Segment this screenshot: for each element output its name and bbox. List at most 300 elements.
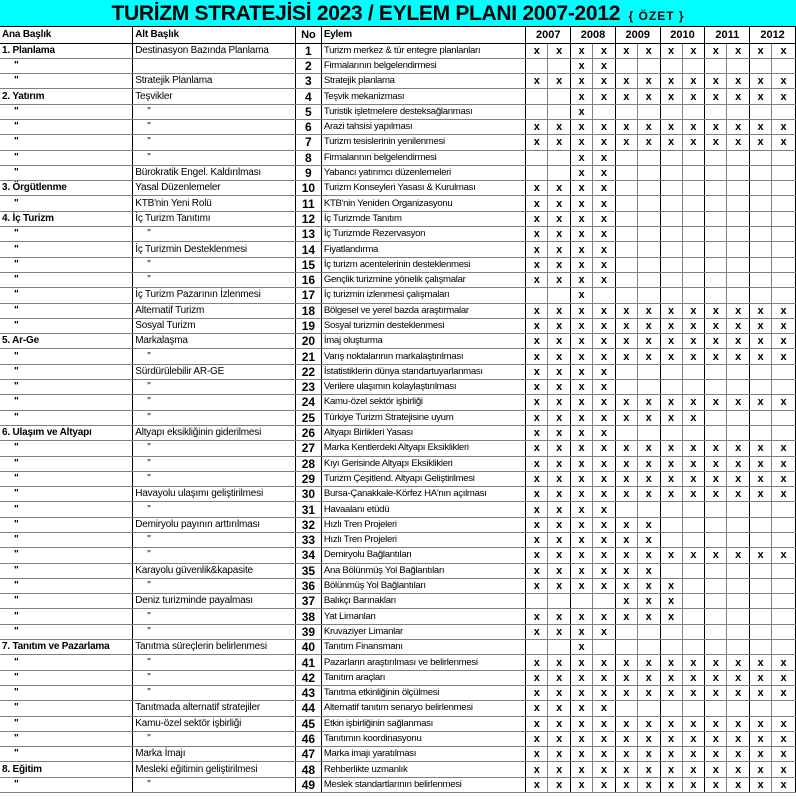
ana-baslik-cell: " [0, 410, 133, 425]
year-mark-cell: x [750, 334, 772, 349]
year-mark-cell: x [526, 670, 548, 685]
ana-baslik-cell: " [0, 747, 133, 762]
year-mark-cell: x [682, 762, 705, 777]
year-mark-cell: x [593, 349, 616, 364]
year-mark-cell: x [637, 43, 660, 58]
year-mark-cell: x [571, 456, 593, 471]
year-mark-cell: x [660, 777, 682, 792]
year-mark-cell [660, 257, 682, 272]
year-mark-cell [526, 89, 548, 104]
year-mark-cell: x [615, 777, 637, 792]
year-mark-cell: x [772, 43, 796, 58]
year-mark-cell: x [750, 670, 772, 685]
year-mark-cell: x [571, 303, 593, 318]
year-mark-cell: x [772, 487, 796, 502]
year-mark-cell: x [526, 135, 548, 150]
no-cell: 41 [295, 655, 321, 670]
year-mark-cell: x [705, 135, 727, 150]
alt-baslik-cell: Deniz turizminde payalması [133, 594, 296, 609]
year-mark-cell [772, 624, 796, 639]
year-mark-cell: x [682, 43, 705, 58]
year-mark-cell [727, 502, 750, 517]
year-mark-cell: x [615, 471, 637, 486]
year-mark-cell [660, 380, 682, 395]
year-mark-cell: x [772, 762, 796, 777]
year-mark-cell [682, 288, 705, 303]
year-mark-cell [615, 242, 637, 257]
ana-baslik-cell: " [0, 471, 133, 486]
year-mark-cell: x [660, 548, 682, 563]
year-mark-cell [637, 624, 660, 639]
year-mark-cell [727, 288, 750, 303]
year-mark-cell: x [548, 425, 571, 440]
year-mark-cell: x [772, 456, 796, 471]
year-mark-cell: x [750, 349, 772, 364]
year-mark-cell [705, 227, 727, 242]
table-row [0, 181, 796, 196]
year-mark-cell: x [705, 777, 727, 792]
year-mark-cell [727, 272, 750, 287]
year-mark-cell: x [593, 318, 616, 333]
ana-baslik-cell: " [0, 594, 133, 609]
no-cell: 43 [295, 685, 321, 700]
year-mark-cell: x [571, 624, 593, 639]
ana-baslik-cell: " [0, 364, 133, 379]
ana-baslik-cell: " [0, 349, 133, 364]
year-mark-cell: x [615, 594, 637, 609]
eylem-cell: Marka imajı yaratılması [321, 747, 526, 762]
year-mark-cell [615, 640, 637, 655]
no-cell: 33 [295, 533, 321, 548]
alt-baslik-cell: İç Turizm Tanıtımı [133, 211, 296, 226]
year-mark-cell: x [615, 716, 637, 731]
year-mark-cell [526, 150, 548, 165]
year-mark-cell: x [526, 624, 548, 639]
year-mark-cell [705, 196, 727, 211]
year-mark-cell: x [637, 563, 660, 578]
year-mark-cell [682, 425, 705, 440]
year-mark-cell [772, 104, 796, 119]
year-mark-cell [682, 624, 705, 639]
year-mark-cell: x [705, 334, 727, 349]
year-mark-cell: x [526, 272, 548, 287]
table-row [0, 272, 796, 287]
ana-baslik-cell: 5. Ar-Ge [0, 334, 133, 349]
year-mark-cell: x [548, 502, 571, 517]
year-mark-cell: x [727, 471, 750, 486]
year-mark-cell: x [660, 135, 682, 150]
year-mark-cell: x [660, 594, 682, 609]
year-mark-cell [682, 640, 705, 655]
year-mark-cell [548, 104, 571, 119]
year-mark-cell: x [593, 502, 616, 517]
no-cell: 42 [295, 670, 321, 685]
year-mark-cell [705, 150, 727, 165]
year-mark-cell: x [615, 578, 637, 593]
eylem-cell: Tanıtımın koordinasyonu [321, 731, 526, 746]
year-mark-cell [727, 594, 750, 609]
ana-baslik-cell: " [0, 74, 133, 89]
year-mark-cell: x [548, 533, 571, 548]
year-mark-cell [526, 594, 548, 609]
year-mark-cell: x [548, 43, 571, 58]
alt-baslik-cell: Alternatif Turizm [133, 303, 296, 318]
eylem-cell: İç Turizmde Tanıtım [321, 211, 526, 226]
year-mark-cell [615, 380, 637, 395]
year-mark-cell [637, 211, 660, 226]
year-mark-cell [705, 364, 727, 379]
year-mark-cell: x [526, 318, 548, 333]
no-cell: 44 [295, 701, 321, 716]
year-mark-cell [637, 257, 660, 272]
year-mark-cell [637, 272, 660, 287]
alt-baslik-cell: " [133, 227, 296, 242]
year-mark-cell [660, 701, 682, 716]
year-mark-cell [750, 502, 772, 517]
table-row [0, 104, 796, 119]
table-row [0, 777, 796, 792]
year-mark-cell [526, 165, 548, 180]
year-mark-cell [727, 609, 750, 624]
eylem-cell: Firmalarının belgelendirmesi [321, 150, 526, 165]
year-mark-cell: x [571, 578, 593, 593]
no-cell: 49 [295, 777, 321, 792]
year-mark-cell: x [637, 74, 660, 89]
year-mark-cell [660, 104, 682, 119]
table-row [0, 747, 796, 762]
year-mark-cell: x [705, 43, 727, 58]
year-mark-cell: x [526, 563, 548, 578]
year-mark-cell [526, 640, 548, 655]
alt-baslik-cell [133, 58, 296, 73]
eylem-cell: Turizm tesislerinin yenilenmesi [321, 135, 526, 150]
year-mark-cell: x [526, 685, 548, 700]
year-mark-cell [660, 425, 682, 440]
year-mark-cell: x [705, 395, 727, 410]
year-mark-cell: x [637, 762, 660, 777]
year-mark-cell [750, 640, 772, 655]
year-mark-cell: x [526, 502, 548, 517]
year-mark-cell: x [682, 685, 705, 700]
alt-baslik-cell: Marka İmajı [133, 747, 296, 762]
year-mark-cell: x [772, 334, 796, 349]
year-mark-cell: x [571, 670, 593, 685]
year-mark-cell: x [637, 777, 660, 792]
year-mark-cell: x [705, 74, 727, 89]
eylem-cell: İç turizmin izlenmesi çalışmaları [321, 288, 526, 303]
year-mark-cell: x [637, 533, 660, 548]
year-mark-cell: x [526, 425, 548, 440]
year-mark-cell: x [637, 731, 660, 746]
alt-baslik-cell: " [133, 119, 296, 134]
year-mark-cell [637, 364, 660, 379]
year-mark-cell: x [548, 563, 571, 578]
ana-baslik-cell: " [0, 487, 133, 502]
year-mark-cell: x [727, 731, 750, 746]
year-mark-cell: x [727, 685, 750, 700]
alt-baslik-cell: " [133, 471, 296, 486]
table-row [0, 288, 796, 303]
year-mark-cell [682, 517, 705, 532]
year-mark-cell [615, 211, 637, 226]
year-mark-cell: x [526, 303, 548, 318]
ana-baslik-cell: " [0, 227, 133, 242]
year-mark-cell: x [660, 731, 682, 746]
year-mark-cell [637, 640, 660, 655]
year-mark-cell [682, 364, 705, 379]
year-mark-cell: x [727, 318, 750, 333]
eylem-cell: Sosyal turizmin desteklenmesi [321, 318, 526, 333]
year-mark-cell [727, 640, 750, 655]
year-mark-cell: x [660, 747, 682, 762]
year-mark-cell: x [615, 334, 637, 349]
year-mark-cell [660, 181, 682, 196]
year-mark-cell [750, 58, 772, 73]
year-mark-cell [682, 578, 705, 593]
ana-baslik-cell: " [0, 701, 133, 716]
year-mark-cell: x [727, 303, 750, 318]
year-mark-cell: x [615, 533, 637, 548]
year-mark-cell [660, 58, 682, 73]
year-mark-cell [772, 257, 796, 272]
year-mark-cell [682, 211, 705, 226]
year-mark-cell: x [571, 487, 593, 502]
year-mark-cell [750, 578, 772, 593]
alt-baslik-cell: " [133, 104, 296, 119]
eylem-cell: Bölgesel ve yerel bazda araştırmalar [321, 303, 526, 318]
year-mark-cell [705, 563, 727, 578]
table-row [0, 609, 796, 624]
no-cell: 19 [295, 318, 321, 333]
year-mark-cell: x [772, 685, 796, 700]
year-mark-cell: x [526, 380, 548, 395]
no-cell: 8 [295, 150, 321, 165]
table-row [0, 456, 796, 471]
table-row [0, 517, 796, 532]
header-eylem: Eylem [321, 27, 526, 43]
alt-baslik-cell: Havayolu ulaşımı geliştirilmesi [133, 487, 296, 502]
eylem-cell: Teşvik mekanizması [321, 89, 526, 104]
table-row [0, 701, 796, 716]
year-mark-cell [705, 594, 727, 609]
year-mark-cell [548, 89, 571, 104]
year-mark-cell: x [571, 242, 593, 257]
year-mark-cell: x [571, 150, 593, 165]
year-mark-cell: x [615, 731, 637, 746]
header-row [0, 27, 796, 43]
year-mark-cell: x [705, 670, 727, 685]
year-mark-cell [772, 150, 796, 165]
table-row [0, 640, 796, 655]
year-mark-cell: x [593, 227, 616, 242]
year-mark-cell [772, 502, 796, 517]
year-mark-cell [682, 257, 705, 272]
year-mark-cell: x [660, 303, 682, 318]
year-mark-cell: x [593, 119, 616, 134]
year-mark-cell [637, 181, 660, 196]
year-mark-cell: x [615, 441, 637, 456]
year-mark-cell: x [660, 487, 682, 502]
year-mark-cell: x [593, 701, 616, 716]
year-mark-cell [682, 150, 705, 165]
year-mark-cell [548, 594, 571, 609]
year-mark-cell: x [615, 685, 637, 700]
year-mark-cell [772, 364, 796, 379]
year-mark-cell [750, 227, 772, 242]
ana-baslik-cell: " [0, 272, 133, 287]
table-row [0, 380, 796, 395]
year-mark-cell [682, 242, 705, 257]
year-mark-cell: x [637, 747, 660, 762]
year-mark-cell [682, 701, 705, 716]
table-row [0, 165, 796, 180]
year-mark-cell [571, 594, 593, 609]
year-mark-cell: x [571, 349, 593, 364]
year-mark-cell: x [727, 135, 750, 150]
year-mark-cell: x [727, 655, 750, 670]
year-mark-cell: x [548, 487, 571, 502]
year-mark-cell [750, 533, 772, 548]
year-mark-cell: x [660, 685, 682, 700]
year-mark-cell [750, 594, 772, 609]
year-mark-cell: x [615, 747, 637, 762]
year-mark-cell: x [548, 135, 571, 150]
year-mark-cell: x [637, 410, 660, 425]
year-mark-cell [660, 288, 682, 303]
year-mark-cell [593, 640, 616, 655]
alt-baslik-cell: Kamu-özel sektör işbirliği [133, 716, 296, 731]
year-mark-cell: x [593, 89, 616, 104]
year-mark-cell [750, 624, 772, 639]
header-year-2010: 2010 [660, 27, 705, 43]
year-mark-cell: x [571, 548, 593, 563]
year-mark-cell: x [571, 685, 593, 700]
year-mark-cell: x [548, 303, 571, 318]
year-mark-cell: x [705, 441, 727, 456]
year-mark-cell: x [772, 548, 796, 563]
year-mark-cell: x [593, 487, 616, 502]
year-mark-cell: x [615, 548, 637, 563]
year-mark-cell: x [772, 655, 796, 670]
no-cell: 16 [295, 272, 321, 287]
year-mark-cell [772, 533, 796, 548]
year-mark-cell [772, 701, 796, 716]
year-mark-cell: x [705, 548, 727, 563]
year-mark-cell: x [593, 43, 616, 58]
year-mark-cell: x [750, 716, 772, 731]
year-mark-cell: x [682, 334, 705, 349]
year-mark-cell: x [637, 318, 660, 333]
eylem-cell: Turizm merkez & tür entegre planlanları [321, 43, 526, 58]
ana-baslik-cell: " [0, 548, 133, 563]
year-mark-cell: x [593, 74, 616, 89]
year-mark-cell: x [593, 181, 616, 196]
ana-baslik-cell: " [0, 150, 133, 165]
year-mark-cell: x [526, 456, 548, 471]
ana-baslik-cell: " [0, 318, 133, 333]
year-mark-cell [593, 288, 616, 303]
year-mark-cell [548, 288, 571, 303]
year-mark-cell: x [772, 349, 796, 364]
year-mark-cell: x [548, 701, 571, 716]
year-mark-cell: x [705, 349, 727, 364]
year-mark-cell: x [750, 318, 772, 333]
no-cell: 35 [295, 563, 321, 578]
year-mark-cell: x [593, 211, 616, 226]
year-mark-cell: x [593, 303, 616, 318]
year-mark-cell: x [705, 471, 727, 486]
no-cell: 40 [295, 640, 321, 655]
year-mark-cell [705, 242, 727, 257]
year-mark-cell [705, 410, 727, 425]
eylem-cell: Altyapı Birlikleri Yasası [321, 425, 526, 440]
year-mark-cell: x [593, 762, 616, 777]
table-row [0, 410, 796, 425]
year-mark-cell: x [682, 349, 705, 364]
year-mark-cell [637, 227, 660, 242]
year-mark-cell [637, 196, 660, 211]
year-mark-cell: x [660, 456, 682, 471]
alt-baslik-cell: " [133, 548, 296, 563]
year-mark-cell: x [571, 89, 593, 104]
year-mark-cell: x [548, 716, 571, 731]
table-row [0, 150, 796, 165]
ana-baslik-cell: " [0, 502, 133, 517]
year-mark-cell: x [750, 655, 772, 670]
year-mark-cell [637, 165, 660, 180]
year-mark-cell: x [548, 257, 571, 272]
year-mark-cell [682, 563, 705, 578]
year-mark-cell [727, 58, 750, 73]
year-mark-cell [750, 196, 772, 211]
alt-baslik-cell: " [133, 257, 296, 272]
year-mark-cell [772, 181, 796, 196]
year-mark-cell [660, 624, 682, 639]
no-cell: 28 [295, 456, 321, 471]
alt-baslik-cell: " [133, 655, 296, 670]
year-mark-cell: x [660, 119, 682, 134]
year-mark-cell: x [637, 303, 660, 318]
year-mark-cell [750, 181, 772, 196]
table-row [0, 395, 796, 410]
year-mark-cell [772, 272, 796, 287]
year-mark-cell: x [526, 334, 548, 349]
year-mark-cell: x [615, 74, 637, 89]
no-cell: 34 [295, 548, 321, 563]
year-mark-cell: x [637, 685, 660, 700]
eylem-cell: Marka Kentlerdeki Altyapı Eksiklikleri [321, 441, 526, 456]
year-mark-cell: x [571, 533, 593, 548]
no-cell: 39 [295, 624, 321, 639]
year-mark-cell: x [526, 747, 548, 762]
table-body [0, 43, 796, 793]
year-mark-cell: x [750, 74, 772, 89]
year-mark-cell [615, 502, 637, 517]
year-mark-cell [615, 227, 637, 242]
year-mark-cell: x [526, 471, 548, 486]
year-mark-cell: x [772, 135, 796, 150]
year-mark-cell: x [571, 74, 593, 89]
table-row [0, 487, 796, 502]
year-mark-cell: x [660, 349, 682, 364]
year-mark-cell [750, 563, 772, 578]
no-cell: 20 [295, 334, 321, 349]
year-mark-cell: x [548, 624, 571, 639]
year-mark-cell: x [682, 670, 705, 685]
year-mark-cell [705, 517, 727, 532]
alt-baslik-cell: Stratejik Planlama [133, 74, 296, 89]
year-mark-cell: x [571, 318, 593, 333]
